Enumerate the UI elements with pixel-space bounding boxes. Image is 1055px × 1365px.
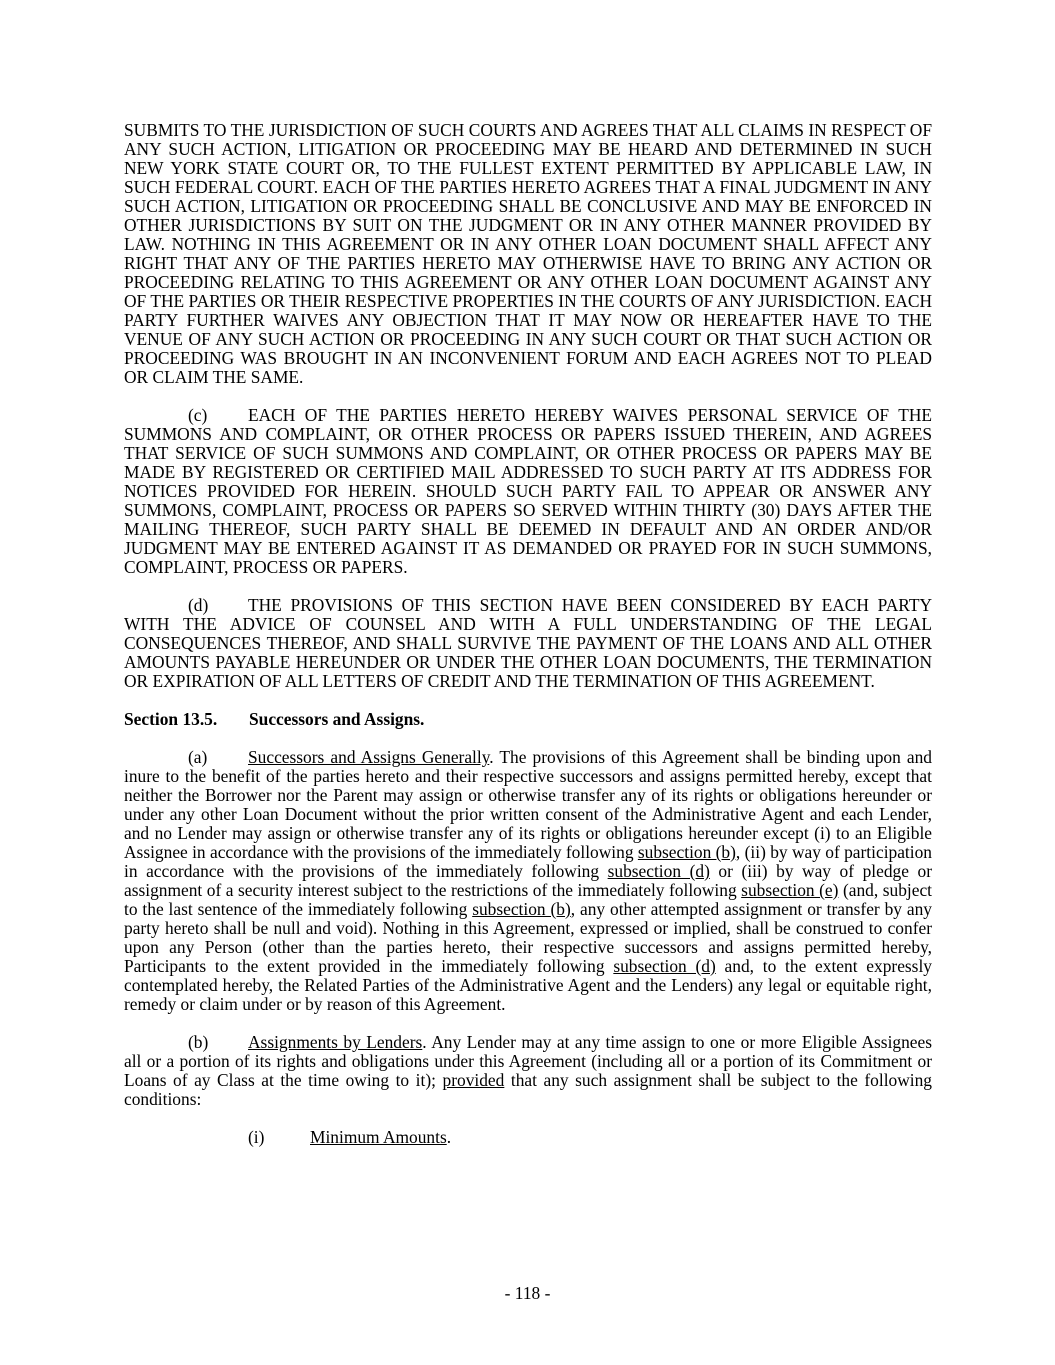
paragraph-label: (a) (188, 747, 208, 767)
page-number: - 118 - (504, 1283, 551, 1303)
paragraph-text: . The provisions of this Agreement shall be binding upon and inure to the benefit of the parties hereto and their respective successors and assigns permitted hereby, except that neither the Borrower nor the Parent may assign or otherwise transfer any of its rights or obligations hereunder or under any other Loan Document without the prior written consent of the Administrative Agent and each Lender, and no Lender may assign or otherwise transfer any of its rights or obligations hereunder except (i) to an Eligible Assignee in accordance with the provisions of the immediately following (124, 747, 932, 862)
cross-reference: subsection (b) (637, 842, 736, 862)
subparagraph-label: (i) (248, 1127, 265, 1147)
paragraph-continued (124, 121, 932, 387)
paragraph-c (124, 406, 932, 577)
paragraph-b (124, 1033, 932, 1109)
paragraph-text: that any such assignment shall be subject to the following conditions: (124, 1070, 932, 1109)
cross-reference: subsection (b) (472, 899, 571, 919)
subparagraph-title: Minimum Amounts (310, 1127, 447, 1147)
section-title: Successors and Assigns. (249, 709, 425, 729)
paragraph-title: Assignments by Lenders (248, 1032, 423, 1052)
paragraph-text: , (ii) by way of participation in accordance with the provisions of the immediately following (124, 842, 932, 881)
paragraph-text: and, to the extent expressly contemplated hereby, the Related Parties of the Administrative Agent and the Lenders) any legal or equitable right, remedy or claim under or by reason of this Agreement. (124, 956, 932, 1014)
paragraph-label: (b) (188, 1032, 209, 1052)
paragraph-a (124, 748, 932, 1014)
section-number: Section 13.5. (124, 709, 218, 729)
paragraph-label: (c) (188, 405, 208, 425)
paragraph-text: (and, subject to the last sentence of the immediately following (124, 880, 932, 919)
paragraph-text: . Any Lender may at any time assign to one or more Eligible Assignees all or a portion of its rights and obligations under this Agreement (including all or a portion of its Commitment or Loans of ay Class at the time owing to it); (124, 1032, 932, 1090)
paragraph-text: , any other attempted assignment or transfer by any party hereto shall be null and void). Nothing in this Agreement, expressed or implied, shall be construed to confer upon any Person (other than the parties hereto, their respective successors and assigns permitted hereby, Participants to the extent provided in the immediately following (124, 899, 932, 976)
defined-term-provided: provided (442, 1070, 505, 1090)
paragraph-text: THE PROVISIONS OF THIS SECTION HAVE BEEN CONSIDERED BY EACH PARTY WITH THE ADVICE OF COUNSEL AND WITH A FULL UNDERSTANDING OF THE LEGAL CONSEQUENCES THEREOF, AND SHALL SURVIVE THE PAYMENT OF THE LOANS AND ALL OTHER AMOUNTS PAYABLE HEREUNDER OR UNDER THE OTHER LOAN DOCUMENTS, THE TERMINATION OR EXPIRATION OF ALL LETTERS OF CREDIT AND THE TERMINATION OF THIS AGREEMENT. (124, 595, 932, 691)
paragraph-text: EACH OF THE PARTIES HERETO HEREBY WAIVES PERSONAL SERVICE OF THE SUMMONS AND COMPLAINT, OR OTHER PROCESS OR PAPERS ISSUED THEREIN, AND AGREES THAT SERVICE OF SUCH SUMMONS AND COMPLAINT, OR OTHER PROCESS OR PAPERS MAY BE MADE BY REGISTERED OR CERTIFIED MAIL ADDRESSED TO SUCH PARTY AT ITS ADDRESS FOR NOTICES PROVIDED FOR HEREIN. SHOULD SUCH PARTY FAIL TO APPEAR OR ANSWER ANY SUMMONS, COMPLAINT, PROCESS OR PAPERS SO SERVED WITHIN THIRTY (30) DAYS AFTER THE MAILING THEREOF, SUCH PARTY SHALL BE DEEMED IN DEFAULT AND AN ORDER AND/OR JUDGMENT MAY BE ENTERED AGAINST IT AS DEMANDED OR PRAYED FOR IN SUCH SUMMONS, COMPLAINT, PROCESS OR PAPERS. (124, 405, 932, 577)
cross-reference: subsection (e) (741, 880, 839, 900)
paragraph-text: SUBMITS TO THE JURISDICTION OF SUCH COURTS AND AGREES THAT ALL CLAIMS IN RESPECT OF ANY SUCH ACTION, LITIGATION OR PROCEEDING MAY BE HEARD AND DETERMINED IN SUCH NEW YORK STATE COURT OR, TO THE FULLEST EXTENT PERMITTED BY APPLICABLE LAW, IN SUCH FEDERAL COURT. EACH OF THE PARTIES HERETO AGREES THAT A FINAL JUDGMENT IN ANY SUCH ACTION, LITIGATION OR PROCEEDING SHALL BE CONCLUSIVE AND MAY BE ENFORCED IN OTHER JURISDICTIONS BY SUIT ON THE JUDGMENT OR IN ANY OTHER MANNER PROVIDED BY LAW. NOTHING IN THIS AGREEMENT OR IN ANY OTHER LOAN DOCUMENT SHALL AFFECT ANY RIGHT THAT ANY OF THE PARTIES HERETO MAY OTHERWISE HAVE TO BRING ANY ACTION OR PROCEEDING RELATING TO THIS AGREEMENT OR ANY OTHER LOAN DOCUMENT AGAINST ANY OF THE PARTIES OR THEIR RESPECTIVE PROPERTIES IN THE COURTS OF ANY JURISDICTION. EACH PARTY FURTHER WAIVES ANY OBJECTION THAT IT MAY NOW OR HEREAFTER HAVE TO THE VENUE OF ANY SUCH ACTION OR PROCEEDING IN ANY SUCH COURT OR THAT SUCH ACTION OR PROCEEDING WAS BROUGHT IN AN INCONVENIENT FORUM AND EACH AGREES NOT TO PLEAD OR CLAIM THE SAME. (124, 120, 932, 387)
cross-reference: subsection (d) (613, 956, 716, 976)
subparagraph-i (124, 1128, 932, 1147)
section-heading (124, 710, 932, 729)
subparagraph-end: . (446, 1127, 452, 1147)
paragraph-d (124, 596, 932, 691)
paragraph-text: or (iii) by way of pledge or assignment of a security interest subject to the restrictions of the immediately following (124, 861, 932, 900)
paragraph-title: Successors and Assigns Generally (248, 747, 490, 767)
cross-reference: subsection (d) (607, 861, 710, 881)
paragraph-label: (d) (188, 595, 209, 615)
page-body (124, 121, 932, 1147)
